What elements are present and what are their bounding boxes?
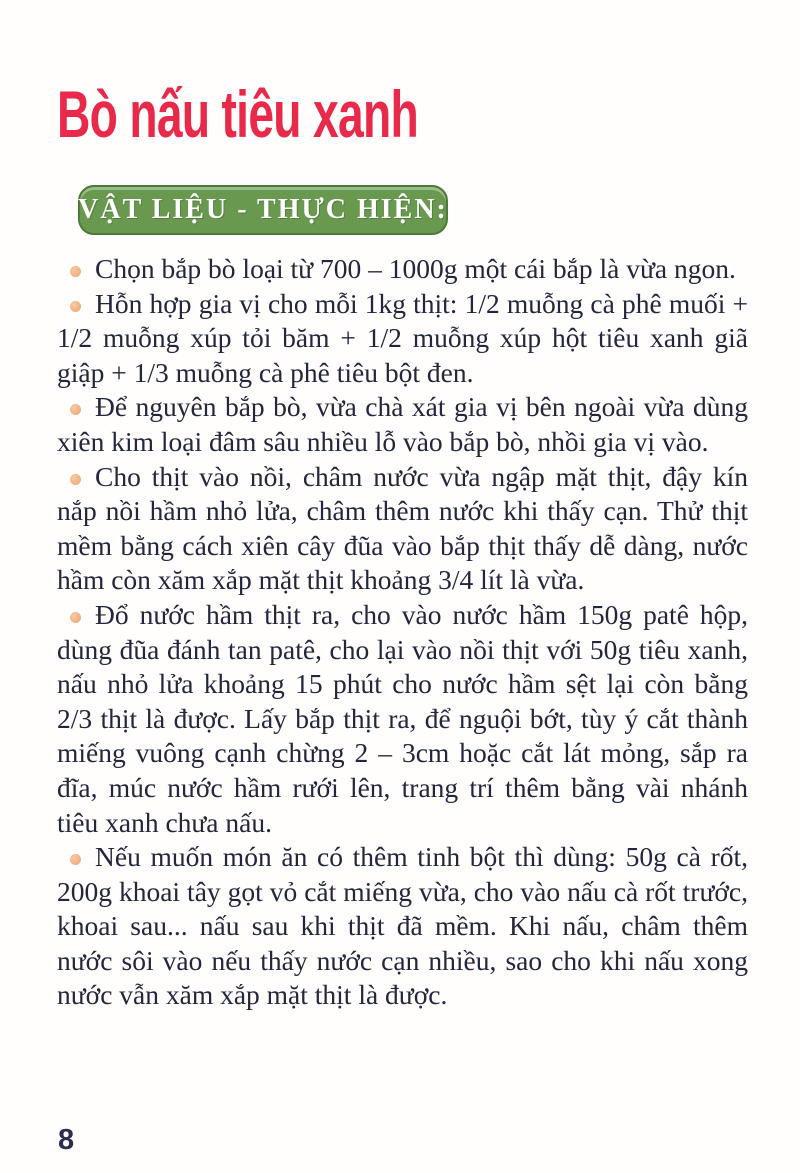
instruction-paragraph xyxy=(57,598,748,840)
bullet-icon xyxy=(70,266,81,277)
bullet-icon xyxy=(70,474,81,485)
bullet-icon xyxy=(70,612,81,623)
instruction-paragraph xyxy=(57,460,748,598)
section-badge xyxy=(78,185,448,235)
section-badge-label: VẬT LIỆU - THỰC HIỆN: xyxy=(78,194,448,225)
paragraph-text: Chọn bắp bò loại từ 700 – 1000g một cái bắp là vừa ngon. xyxy=(95,253,736,284)
recipe-title: Bò nấu tiêu xanh xyxy=(57,77,419,151)
instruction-paragraph xyxy=(57,390,748,459)
paragraph-text: Hỗn hợp gia vị cho mỗi 1kg thịt: 1/2 muỗng cà phê muối + 1/2 muỗng xúp tỏi băm + 1/2 muỗng xúp hột tiêu xanh giã giập + 1/3 muỗng cà phê tiêu bột đen. xyxy=(57,287,748,388)
page-number: 8 xyxy=(58,1124,75,1156)
paragraph-text: Cho thịt vào nồi, châm nước vừa ngập mặt thịt, đậy kín nắp nồi hầm nhỏ lửa, châm thêm nước khi thấy cạn. Thử thịt mềm bằng cách xiên cây đũa vào bắp thịt thấy dễ dàng, nước hầm còn xăm xắp mặt thịt khoảng 3/4 lít là vừa. xyxy=(57,460,748,596)
paragraph-text: Nếu muốn món ăn có thêm tinh bột thì dùng: 50g cà rốt, 200g khoai tây gọt vỏ cắt miếng vừa, cho vào nấu cà rốt trước, khoai sau... nấu sau khi thịt đã mềm. Khi nấu, châm thêm nước sôi vào nếu thấy nước cạn nhiều, sao cho khi nấu xong nước vẫn xăm xắp mặt thịt là được. xyxy=(57,841,748,1011)
recipe-instructions xyxy=(57,252,748,1013)
paragraph-text: Để nguyên bắp bò, vừa chà xát gia vị bên ngoài vừa dùng xiên kim loại đâm sâu nhiều lỗ vào bắp bò, nhồi gia vị vào. xyxy=(57,391,748,457)
bullet-icon xyxy=(70,404,81,415)
paragraph-text: Đổ nước hầm thịt ra, cho vào nước hầm 150g patê hộp, dùng đũa đánh tan patê, cho lại vào nồi thịt với 50g tiêu xanh, nấu nhỏ lửa khoảng 15 phút cho nước hầm sệt lại còn bằng 2/3 thịt là được. Lấy bắp thịt ra, để nguội bớt, tùy ý cắt thành miếng vuông cạnh chừng 2 – 3cm hoặc cắt lát mỏng, sắp ra đĩa, múc nước hầm rưới lên, trang trí thêm bằng vài nhánh tiêu xanh chưa nấu. xyxy=(57,598,748,838)
bullet-icon xyxy=(70,854,81,865)
instruction-paragraph xyxy=(57,252,748,287)
bullet-icon xyxy=(70,301,81,312)
instruction-paragraph xyxy=(57,840,748,1013)
instruction-paragraph xyxy=(57,287,748,391)
